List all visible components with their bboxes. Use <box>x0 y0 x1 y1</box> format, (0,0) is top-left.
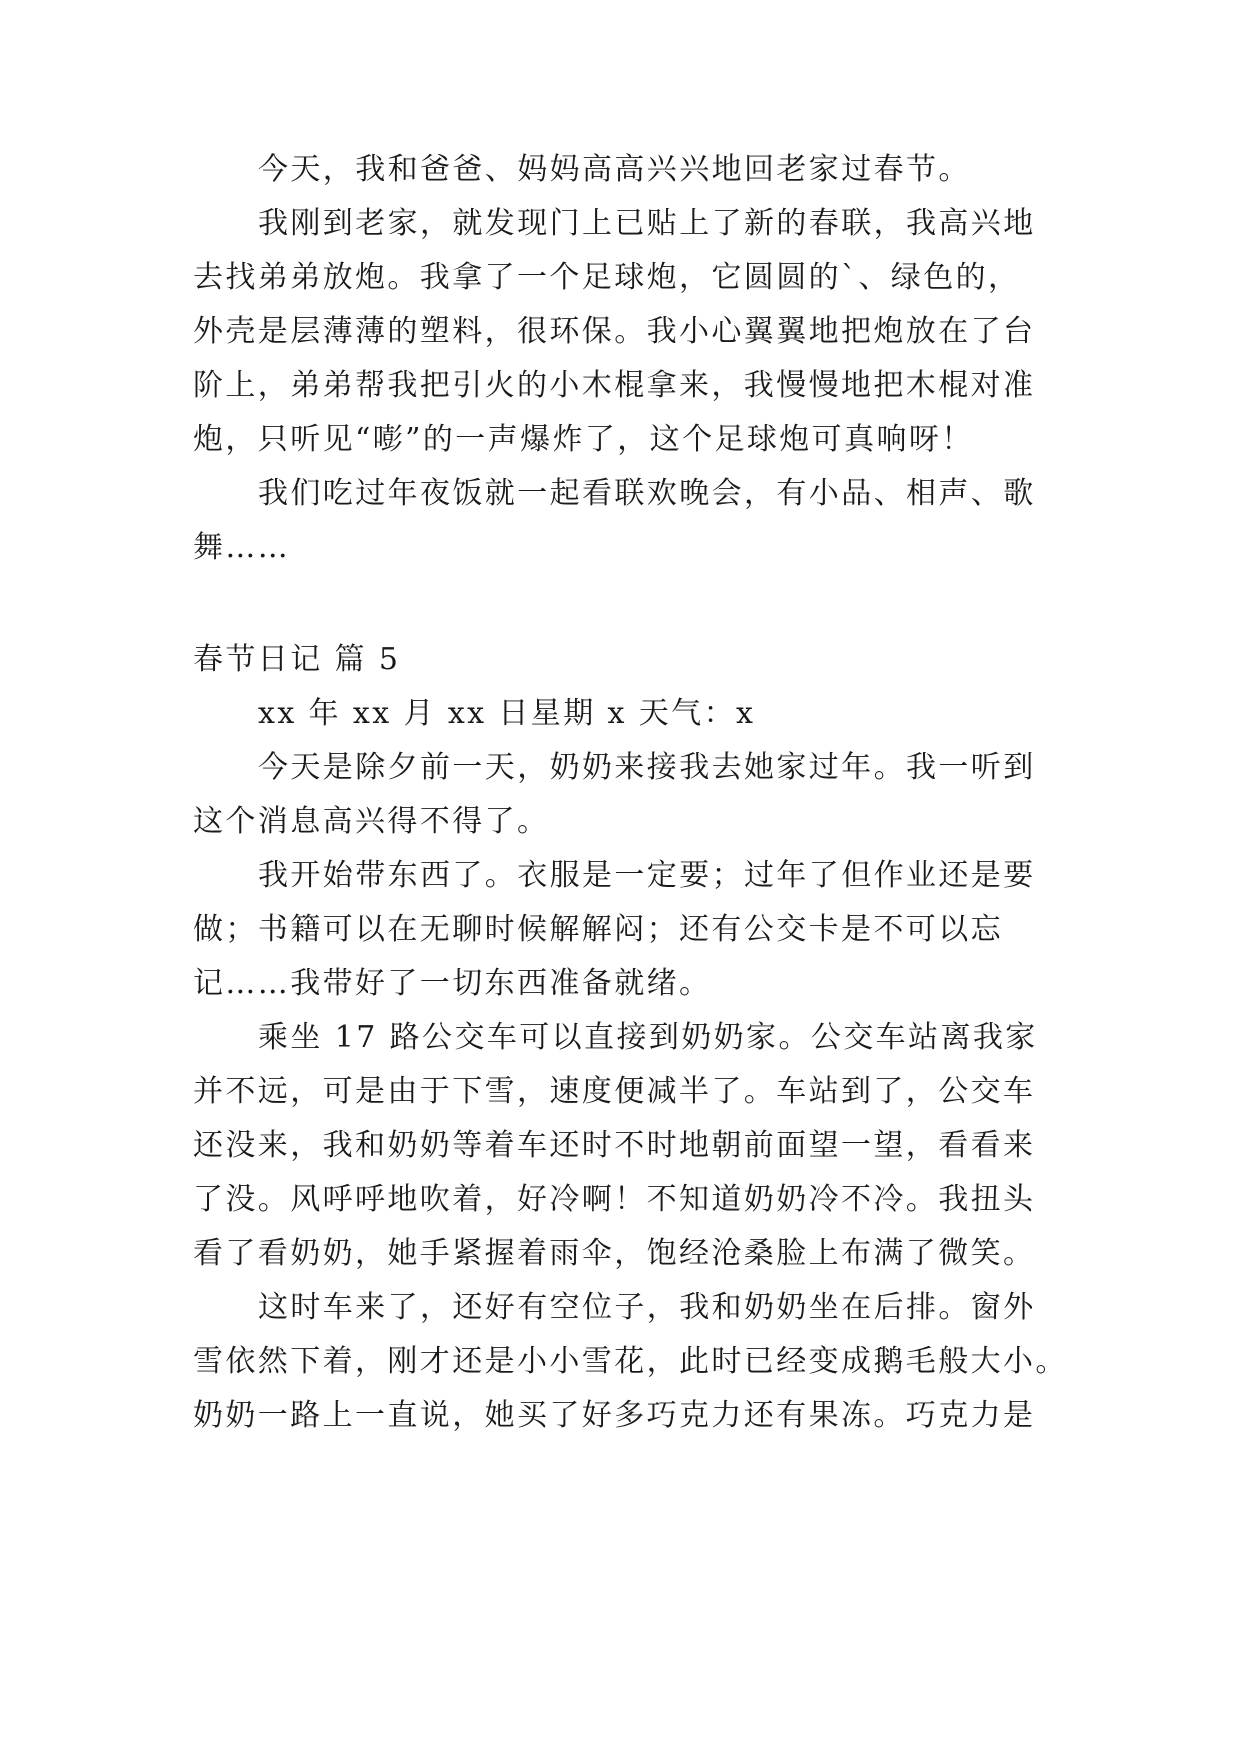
paragraph-line: 这时车来了，还好有空位子，我和奶奶坐在后排。窗外 <box>258 1290 1036 1325</box>
paragraph-line: 外壳是层薄薄的塑料，很环保。我小心翼翼地把炮放在了台 <box>193 314 1036 349</box>
paragraph-line: 今天是除夕前一天，奶奶来接我去她家过年。我一听到 <box>258 750 1036 785</box>
paragraph-line: 还没来，我和奶奶等着车还时不时地朝前面望一望，看看来 <box>193 1128 1036 1163</box>
paragraph-line: 舞…… <box>193 530 291 565</box>
paragraph-line: 去找弟弟放炮。我拿了一个足球炮，它圆圆的`、绿色的， <box>193 260 1021 295</box>
paragraph-line: 炮，只听见“嘭”的一声爆炸了，这个足球炮可真响呀！ <box>193 422 974 457</box>
paragraph-line: 奶奶一路上一直说，她买了好多巧克力还有果冻。巧克力是 <box>193 1398 1036 1433</box>
paragraph-line: 这个消息高兴得不得了。 <box>193 804 550 839</box>
paragraph-line: 我们吃过年夜饭就一起看联欢晚会，有小品、相声、歌 <box>258 476 1036 511</box>
paragraph-line: 雪依然下着，刚才还是小小雪花，此时已经变成鹅毛般大小。 <box>193 1344 1068 1379</box>
paragraph-line: 了没。风呼呼地吹着，好冷啊！不知道奶奶冷不冷。我扭头 <box>193 1182 1036 1217</box>
paragraph-line: 今天，我和爸爸、妈妈高高兴兴地回老家过春节。 <box>258 152 971 187</box>
paragraph-line: 做；书籍可以在无聊时候解解闷；还有公交卡是不可以忘 <box>193 912 1003 947</box>
date-line: xx 年 xx 月 xx 日星期 x 天气：x <box>258 696 756 731</box>
paragraph-line: 记……我带好了一切东西准备就绪。 <box>193 966 712 1001</box>
paragraph-line: 我刚到老家，就发现门上已贴上了新的春联，我高兴地 <box>258 206 1036 241</box>
section-heading: 春节日记 篇 5 <box>193 642 401 677</box>
paragraph-line: 看了看奶奶，她手紧握着雨伞，饱经沧桑脸上布满了微笑。 <box>193 1236 1036 1271</box>
paragraph-line: 阶上，弟弟帮我把引火的小木棍拿来，我慢慢地把木棍对准 <box>193 368 1036 403</box>
paragraph-line: 并不远，可是由于下雪，速度便减半了。车站到了，公交车 <box>193 1074 1036 1109</box>
paragraph-line: 乘坐 17 路公交车可以直接到奶奶家。公交车站离我家 <box>258 1020 1038 1055</box>
paragraph-line: 我开始带东西了。衣服是一定要；过年了但作业还是要 <box>258 858 1036 893</box>
